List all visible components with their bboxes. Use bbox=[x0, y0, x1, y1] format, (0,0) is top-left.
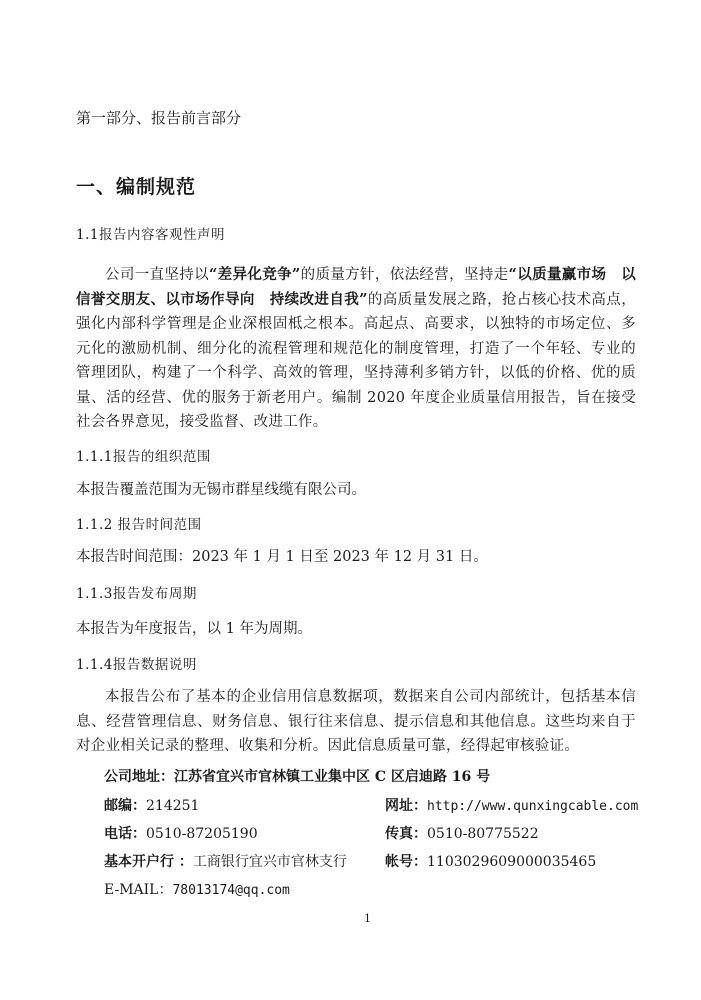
bank: 基本开户行 ：工商银行宜兴市官林支行 bbox=[104, 854, 347, 870]
website: 网址：http://www.qunxingcable.com bbox=[385, 798, 639, 814]
cycle-text: 本报告为年度报告，以 1 年为周期。 bbox=[76, 621, 312, 637]
email: E-MAIL：78013174@qq.com bbox=[104, 882, 290, 898]
section-title: 一、编制规范 bbox=[76, 176, 197, 198]
subsection-heading-1-1-4: 1.1.4报告数据说明 bbox=[76, 657, 197, 673]
emphasis-motto: “以质量赢市场 以信誉交朋友、以市场作导向 持续改进自我” bbox=[76, 266, 636, 308]
fax: 传真：0510-80775522 bbox=[385, 826, 539, 842]
phone: 电话：0510-87205190 bbox=[104, 826, 258, 842]
postcode: 邮编：214251 bbox=[104, 798, 200, 814]
data-note-paragraph: 本报告公布了基本的企业信用信息数据项，数据来自公司内部统计，包括基本信息、经营管理信息、财务信息、银行往来信息、提示信息和其他信息。这些均来自于对企业相关记录的整理、收集和分析。因此信息质量可靠，经得起审核验证。 bbox=[76, 689, 636, 754]
subsection-heading-1-1-2: 1.1.2 报告时间范围 bbox=[76, 517, 202, 533]
page-number: 1 bbox=[364, 912, 371, 925]
subsection-heading-1-1: 1.1报告内容客观性声明 bbox=[76, 227, 225, 243]
part-title: 第一部分、报告前言部分 bbox=[76, 109, 242, 127]
company-address: 公司地址：江苏省宜兴市官林镇工业集中区 C 区启迪路 16 号 bbox=[104, 769, 491, 785]
scope-text: 本报告覆盖范围为无锡市群星线缆有限公司。 bbox=[76, 482, 366, 498]
account: 帐号：1103029609000035465 bbox=[385, 854, 597, 870]
intro-paragraph: 公司一直坚持以“差异化竞争”的质量方针，依法经营，坚持走“以质量赢市场 以信誉交朋友、以市场作导向 持续改进自我”的高质量发展之路，抢占核心技术高点，强化内部科学管理是企业深根固柢之根本。高起点、高要求，以独特的市场定位、多元化的激励机制、细分化的流程管理和规范化的制度管理，打造了一个年轻、专业的管理团队，构建了一个科学、高效的管理，坚持薄利多销方针，以低的价格、优的质量、活的经营、优的服务于新老用户。编制 2020 年度企业质量信用报告，旨在接受社会各界意见，接受监督、改进工作。 bbox=[76, 266, 636, 430]
emphasis-strategy: “差异化竞争” bbox=[208, 266, 301, 283]
subsection-heading-1-1-3: 1.1.3报告发布周期 bbox=[76, 586, 197, 602]
time-range-text: 本报告时间范围：2023 年 1 月 1 日至 2023 年 12 月 31 日。 bbox=[76, 549, 488, 565]
subsection-heading-1-1-1: 1.1.1报告的组织范围 bbox=[76, 449, 211, 465]
